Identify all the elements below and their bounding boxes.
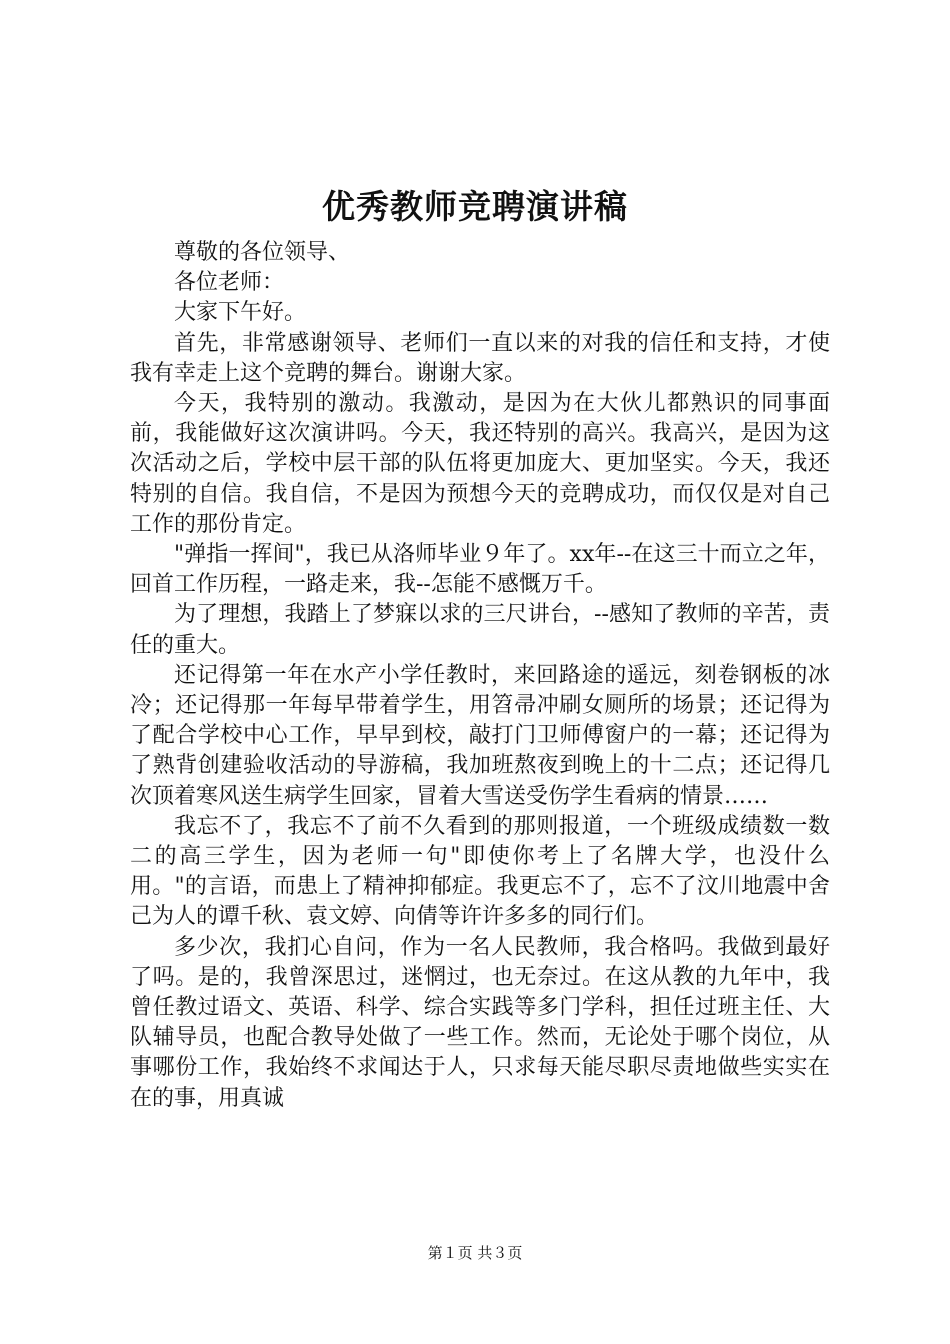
paragraph-salutation-leaders: 尊敬的各位领导、 [174, 240, 351, 265]
paragraph: "弹指一挥间"，我已从洛师毕业９年了。xx年--在这三十而立之年，回首工作历程，一路走来，我--怎能不感慨万千。 [130, 542, 830, 598]
document-body [130, 238, 830, 1114]
paragraph-greeting: 大家下午好。 [174, 300, 307, 326]
paragraph: 今天，我特别的激动。我激动，是因为在大伙儿都熟识的同事面前，我能做好这次演讲吗。今天，我还特别的高兴。我高兴，是因为这次活动之后，学校中层干部的队伍将更加庞大、更加坚实。今天，我还特别的自信。我自信，不是因为预想今天的竞聘成功，而仅仅是对自己工作的那份肯定。 [130, 391, 830, 537]
paragraph: 我忘不了，我忘不了前不久看到的那则报道，一个班级成绩数一数二的高三学生，因为老师一句"即使你考上了名牌大学，也没什么用。"的言语，而患上了精神抑郁症。我更忘不了，忘不了汶川地震中舍己为人的谭千秋、袁文婷、向倩等许许多多的同行们。 [130, 813, 830, 930]
page-footer: 第１页 共３页 [427, 1244, 523, 1262]
paragraph-salutation-teachers: 各位老师： [174, 270, 285, 296]
paragraph: 首先，非常感谢领导、老师们一直以来的对我的信任和支持，才使我有幸走上这个竞聘的舞台。谢谢大家。 [130, 330, 830, 386]
document-title: 优秀教师竞聘演讲稿 [322, 187, 628, 226]
paragraph: 多少次，我扪心自问，作为一名人民教师，我合格吗。我做到最好了吗。是的，我曾深思过，迷惘过，也无奈过。在这从教的九年中，我曾任教过语文、英语、科学、综合实践等多门学科，担任过班主任、大队辅导员，也配合教导处做了一些工作。然而，无论处于哪个岗位，从事哪份工作，我始终不求闻达于人，只求每天能尽职尽责地做些实实在在的事，用真诚 [130, 934, 830, 1111]
paragraph: 为了理想，我踏上了梦寐以求的三尺讲台，--感知了教师的辛苦，责任的重大。 [130, 602, 830, 658]
paragraph: 还记得第一年在水产小学任教时，来回路途的遥远，刻卷钢板的冰冷；还记得那一年每早带着学生，用笤帚冲刷女厕所的场景；还记得为了配合学校中心工作，早早到校，敲打门卫师傅窗户的一幕；还记得为了熟背创建验收活动的导游稿，我加班熬夜到晚上的十二点；还记得几次顶着寒风送生病学生回家，冒着大雪送受伤学生看病的情景…… [130, 662, 830, 809]
